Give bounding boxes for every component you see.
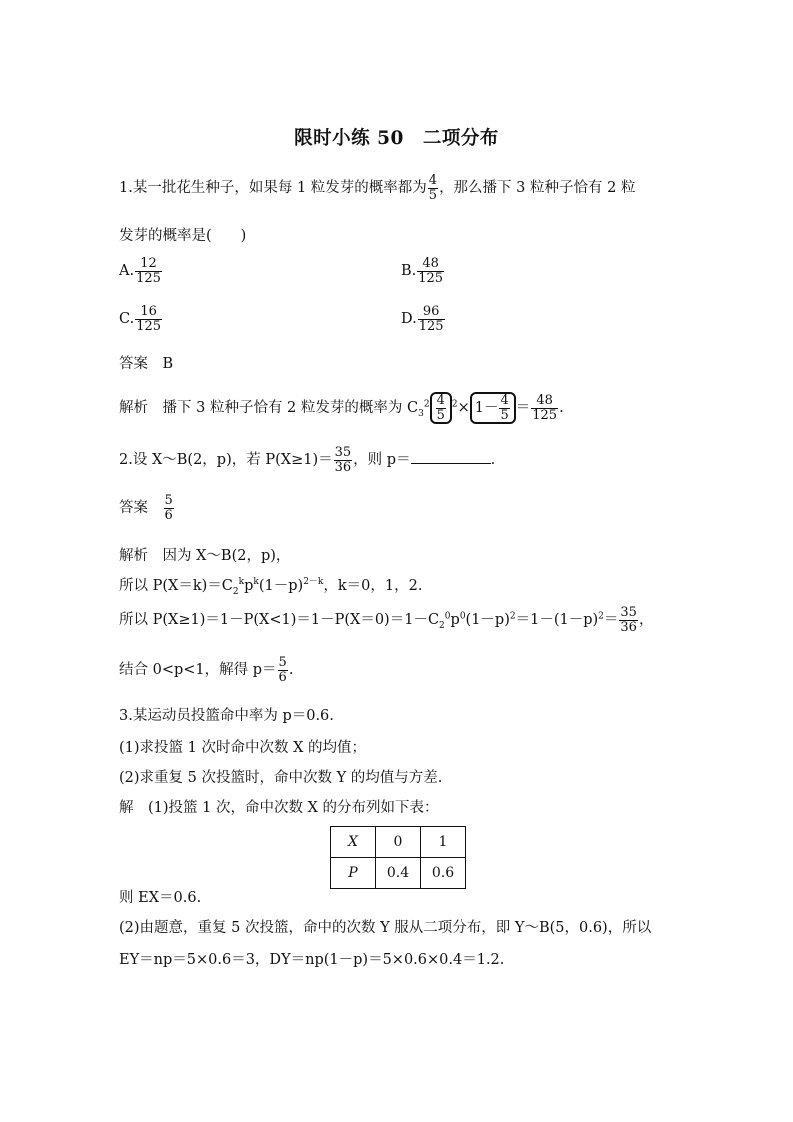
table-cell: P	[331, 858, 376, 889]
q1-stem-line2: 发芽的概率是( )	[119, 228, 247, 244]
q3-ex: 则 EX＝0.6.	[119, 890, 202, 906]
q1-option-a: A. $\frac{12}{125}$	[119, 256, 161, 286]
q1-option-c: C. $\frac{16}{125}$	[119, 304, 162, 334]
q2-answer-blank	[411, 449, 491, 464]
q1-option-d: D. $\frac{96}{125}$	[401, 304, 444, 334]
q2-solution-line2: 所以 $P(X=k)=C_2^kp^k(1-p)^{2-k}$，k＝0，1，2.	[119, 577, 423, 597]
table-cell: 0.6	[421, 858, 466, 889]
table-cell: X	[331, 827, 376, 858]
q1-stem-line1	[119, 174, 635, 202]
table-cell: 0.4	[376, 858, 421, 889]
table-row	[331, 827, 466, 858]
q3-stem: 3.某运动员投篮命中率为 p＝0.6.	[119, 708, 334, 724]
q1-option-b: B. $\frac{48}{125}$	[401, 256, 444, 286]
q1-paren-2: 1－ $\frac{4}{5}$	[470, 392, 516, 424]
page-title: 限时小练 50 二项分布	[294, 128, 499, 149]
q2-solution-line4: 结合 0<p<1，解得 p＝ $\frac{5}{6}$ .	[119, 655, 294, 685]
table-cell: 1	[421, 827, 466, 858]
q3-solution-intro: 解 (1)投篮 1 次，命中次数 X 的分布列如下表：	[119, 800, 439, 816]
q3-part1: (1)求投篮 1 次时命中次数 X 的均值；	[119, 740, 367, 756]
q1-stem-text-b: ，那么播下 3 粒种子恰有 2 粒	[439, 180, 636, 197]
q1-solution: 解析 播下 3 粒种子恰有 2 粒发芽的概率为 $C_3^2$ $\frac{4}{5}$ $^2$× 1－ $\frac{4}{5}$ ＝ $\frac{48}{125}$ .	[119, 393, 564, 423]
q2-answer: 答案 $\frac{5}{6}$	[119, 493, 173, 523]
q3-part2: (2)求重复 5 次投篮时，命中次数 Y 的均值与方差.	[119, 770, 443, 786]
q2-solution-line3: 所以 $P(X\ge 1)=1-P(X<1)=1-P(X=0)=1-C_2^0p^0(1-p)^2=1-(1-p)^2=$ $\frac{35}{36}$ ，	[119, 605, 654, 635]
q2-solution-line1: 解析 因为 X～B(2，p)，	[119, 548, 291, 564]
table-row	[331, 858, 466, 889]
q3-part2-solution-line2: EY＝np＝5×0.6＝3，DY＝np(1－p)＝5×0.6×0.4＝1.2.	[119, 952, 505, 968]
q2-stem: 2.设 X～B(2，p)，若 P(X≥1)＝ $\frac{35}{36}$ ，则 p＝ .	[119, 445, 496, 475]
q3-part2-solution-line1: (2)由题意，重复 5 次投篮，命中的次数 Y 服从二项分布，即 Y～B(5，0.6)，所以	[119, 920, 652, 936]
q1-result-fraction: $\frac{48}{125}$	[532, 393, 558, 423]
q1-stem-text: 1.某一批花生种子，如果每 1 粒发芽的概率都为	[119, 180, 427, 197]
distribution-table	[330, 826, 466, 889]
q1-paren-1: $\frac{4}{5}$	[430, 392, 452, 424]
q1-prob-fraction: $\frac{4}{5}$	[428, 173, 438, 203]
q1-answer: 答案 B	[119, 356, 174, 372]
table-cell: 0	[376, 827, 421, 858]
